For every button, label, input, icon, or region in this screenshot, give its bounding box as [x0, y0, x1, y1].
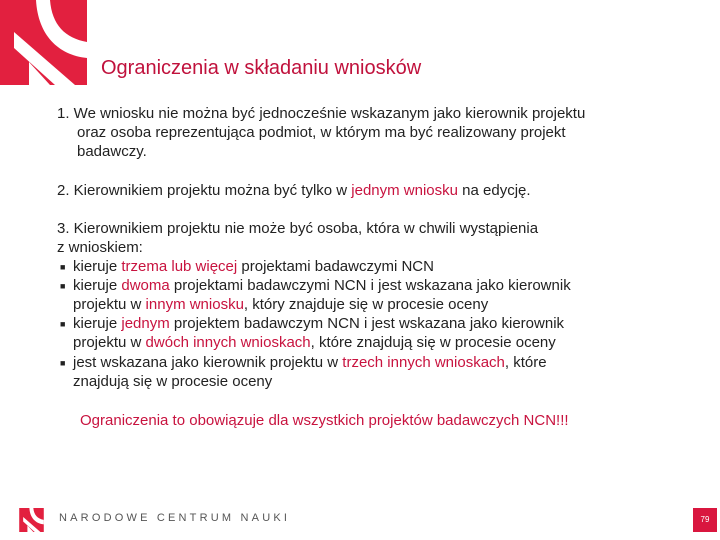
bullet-icon: ■ — [60, 319, 66, 329]
text-line — [57, 219, 538, 238]
page-title: Ograniczenia w składaniu wniosków — [101, 57, 422, 79]
highlighted-text: dwoma — [121, 277, 170, 294]
text-segment: projektu w — [73, 296, 146, 313]
text-segment: z wnioskiem: — [57, 239, 143, 256]
organization-name: NARODOWE CENTRUM NAUKI — [59, 512, 291, 524]
text-line — [73, 372, 272, 391]
text-segment: kieruje — [73, 277, 122, 294]
highlighted-text: jednym — [121, 315, 170, 332]
ncn-footer-logo — [19, 508, 44, 532]
text-line — [57, 238, 143, 257]
text-segment: 3. Kierownikiem projektu nie może być osoba, która w chwili wystąpienia — [57, 220, 539, 237]
text-line — [77, 142, 147, 161]
text-line — [73, 353, 547, 372]
bullet-icon: ■ — [60, 281, 66, 291]
text-segment: projektami badawczymi NCN i jest wskazana jako kierownik — [169, 277, 571, 294]
text-segment: , które znajdują się w procesie oceny — [310, 334, 556, 351]
text-segment: jest wskazana jako kierownik projektu w — [73, 354, 343, 371]
bullet-icon: ■ — [60, 358, 66, 368]
highlighted-text: jednym wniosku — [351, 182, 458, 199]
text-segment: kieruje — [73, 315, 122, 332]
text-segment: kieruje — [73, 258, 122, 275]
text-segment: 2. Kierownikiem projektu można być tylko w — [57, 182, 352, 199]
highlighted-text: trzema lub więcej — [121, 258, 238, 275]
text-line — [73, 333, 556, 352]
text-segment: badawczy. — [77, 143, 147, 160]
text-segment: projektami badawczymi NCN — [237, 258, 434, 275]
text-line — [73, 276, 571, 295]
text-line — [73, 295, 488, 314]
text-segment: projektu w — [73, 334, 146, 351]
text-segment: , które — [504, 354, 547, 371]
text-line — [57, 104, 585, 123]
closing-note — [80, 411, 569, 430]
text-segment: projektem badawczym NCN i jest wskazana jako kierownik — [169, 315, 565, 332]
bullet-icon: ■ — [60, 262, 66, 272]
text-line — [77, 123, 566, 142]
text-line — [57, 181, 531, 200]
text-segment: znajdują się w procesie oceny — [73, 373, 273, 390]
ncn-logo — [0, 0, 90, 88]
text-segment: na edycję. — [458, 182, 531, 199]
text-segment: 1. We wniosku nie można być jednocześnie wskazanym jako kierownik projektu — [57, 105, 586, 122]
highlighted-text: Ograniczenia to obowiązuje dla wszystkich projektów badawczych NCN!!! — [80, 412, 569, 429]
highlighted-text: dwóch innych wnioskach — [145, 334, 311, 351]
page-number: 79 — [693, 508, 717, 532]
text-segment: oraz osoba reprezentująca podmiot, w którym ma być realizowany projekt — [77, 124, 566, 141]
text-line — [73, 314, 564, 333]
text-line — [73, 257, 434, 276]
text-segment: , który znajduje się w procesie oceny — [243, 296, 489, 313]
highlighted-text: innym wniosku — [145, 296, 244, 313]
highlighted-text: trzech innych wnioskach — [342, 354, 505, 371]
